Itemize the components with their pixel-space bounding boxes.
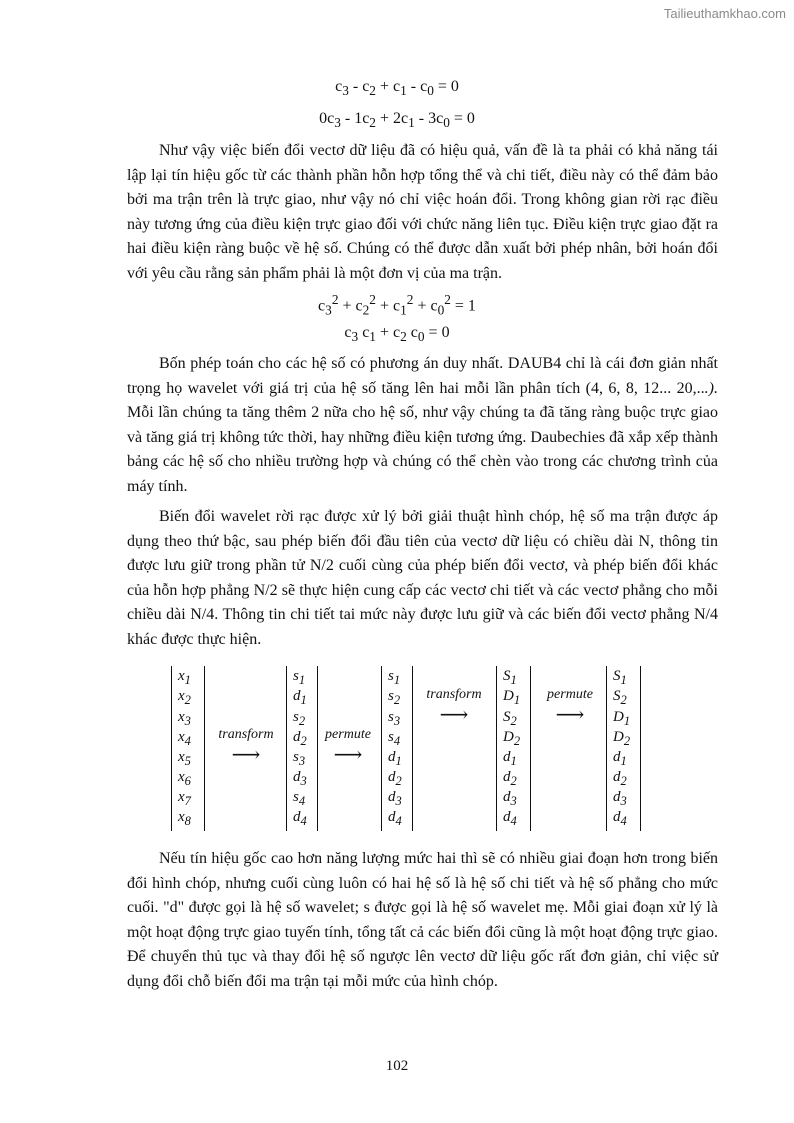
vector-element: $x_2$	[178, 688, 191, 708]
vector-element: $d_2$	[293, 728, 307, 748]
vector-element: $x_4$	[178, 728, 191, 748]
vector-input	[171, 666, 205, 831]
equation-2: $0c_3 - 1c_2 + 2c_1 - 3c_0 = 0$	[319, 110, 475, 131]
vector-element: $D_1$	[503, 688, 521, 708]
vector-stage-3	[496, 666, 531, 831]
operation-label: transform	[218, 727, 274, 742]
vector-element: $x_1$	[178, 668, 191, 688]
vector-element: $d_1$	[613, 748, 627, 768]
equation-1: $c_3 - c_2 + c_1 - c_0 = 0$	[335, 78, 459, 99]
vector-element: $S_1$	[503, 668, 517, 688]
operation-transform-1	[206, 727, 286, 765]
vector-output	[606, 666, 641, 831]
vector-element: $x_8$	[178, 809, 191, 829]
vector-element: $S_1$	[613, 668, 627, 688]
vector-element: $x_3$	[178, 708, 191, 728]
vector-element: $x_7$	[178, 789, 191, 809]
operation-label: transform	[426, 687, 482, 702]
vector-element: $d_4$	[388, 809, 402, 829]
vector-element: $d_4$	[503, 809, 517, 829]
paragraph-3: Biến đổi wavelet rời rạc được xử lý bởi giải thuật hình chóp, hệ số ma trận được áp dụng theo thứ bậc, sau phép biến đổi đầu tiên của vectơ dữ liệu có chiều dài N, thông tin được lưu giữ trong phần tử N/2 cuối cùng của phép biến đổi vectơ, và phép biến đổi khác của hỗn hợp phẳng N/2 sẽ thực hiện cung cấp các vectơ chi tiết và các vectơ phẳng cho mỗi chiều dài N/4. Thông tin chi tiết tai mức này được lưu giữ và các biến đổi vectơ phẳng N/4 khác được thực hiện.	[127, 508, 718, 648]
vector-element: $s_3$	[388, 708, 401, 728]
operation-label: permute	[547, 687, 593, 702]
paragraph-1: Như vậy việc biến đổi vectơ dữ liệu đã có hiệu quả, vấn đề là ta phải có khả năng tái lập lại tín hiệu gốc từ các thành phần hỗn hợp tổng thể và chi tiết, điều này có thể đảm bảo bởi ma trận trên là trực giao, như vậy nó chỉ việc hoán đổi. Trong không gian rời rạc điều này tương ứng của điều kiện trực giao đối với chức năng liên tục. Điều kiện trực giao đặt ra hai điều kiện ràng buộc về hệ số. Chúng có thể được dẫn xuất bởi phép nhân, bởi hoán đổi với yêu cầu rằng sản phẩm phải là một đơn vị của ma trận.	[127, 142, 718, 282]
vector-element: $D_2$	[503, 728, 521, 748]
vector-element: $s_4$	[293, 789, 306, 809]
operation-label: permute	[325, 727, 371, 742]
vector-stage-2	[381, 666, 413, 831]
vector-element: $d_4$	[613, 809, 627, 829]
vector-element: $d_2$	[503, 768, 517, 788]
vector-element: $s_2$	[293, 708, 306, 728]
vector-element: $d_3$	[503, 789, 517, 809]
vector-element: $s_4$	[388, 728, 401, 748]
page-number: 102	[385, 1058, 409, 1074]
vector-element: $D_2$	[613, 728, 631, 748]
vector-stage-1	[286, 666, 318, 831]
arrow-icon: ⟶	[555, 704, 585, 726]
vector-element: $d_3$	[388, 789, 402, 809]
equation-4: $c_3$ $c_1 + c_2$ $c_0 = 0$	[344, 324, 450, 345]
arrow-icon: ⟶	[439, 704, 469, 726]
vector-element: $d_1$	[293, 688, 307, 708]
vector-element: $d_1$	[388, 748, 402, 768]
vector-element: $D_1$	[613, 708, 631, 728]
vector-element: $S_2$	[613, 688, 627, 708]
operation-permute-2	[532, 687, 608, 725]
operation-permute-1	[316, 727, 380, 765]
vector-element: $s_1$	[388, 668, 401, 688]
vector-element: $d_2$	[388, 768, 402, 788]
paragraph-4: Nếu tín hiệu gốc cao hơn năng lượng mức hai thì sẽ có nhiều giai đoạn hơn trong biến đổi hình chóp, nhưng cuối cùng luôn có hai hệ số là hệ số chi tiết và hệ số phẳng cho mức cuối. "d" được gọi là hệ số wavelet; s được gọi là hệ số wavelet mẹ. Mỗi giai đoạn xử lý là một hoạt động trực giao tuyến tính, tổng tất cả các biến đổi cũng là một hoạt động trực giao. Để chuyển thủ tục và thay đổi hệ số ngược lên vectơ dữ liệu gốc rất đơn giản, chỉ việc sử dụng đổi chỗ biến đổi ma trận tại mỗi mức của hình chóp.	[127, 850, 718, 990]
arrow-icon: ⟶	[333, 744, 363, 766]
vector-element: $d_2$	[613, 768, 627, 788]
operation-transform-2	[413, 687, 495, 725]
watermark: Tailieuthamkhao.com	[663, 6, 786, 21]
vector-element: $s_1$	[293, 668, 306, 688]
arrow-icon: ⟶	[231, 744, 261, 766]
vector-element: $d_4$	[293, 809, 307, 829]
vector-element: $S_2$	[503, 708, 517, 728]
vector-element: $s_3$	[293, 748, 306, 768]
vector-element: $s_2$	[388, 688, 401, 708]
equation-3: $c_3^2 + c_2^2 + c_1^2 + c_0^2 = 1$	[318, 292, 476, 318]
vector-element: $d_1$	[503, 748, 517, 768]
paragraph-2: Bốn phép toán cho các hệ số có phương án duy nhất. DAUB4 chỉ là cái đơn giản nhất trọng họ wavelet với giá trị của hệ số tăng lên hai mỗi lần phân tích (4, 6, 8, 12... 20,...). Mỗi lần chúng ta tăng thêm 2 nữa cho hệ số, như vậy chúng ta đã tăng ràng buộc trực giao và tăng giá trị không tức thời, hay những điều kiện tương ứng. Daubechies đã xắp xếp thành bảng các hệ số cho nhiều trường hợp và chúng có thể chèn vào trong các chương trình của máy tính.	[127, 355, 718, 495]
vector-element: $d_3$	[293, 768, 307, 788]
vector-element: $x_6$	[178, 768, 191, 788]
vector-element: $x_5$	[178, 748, 191, 768]
vector-element: $d_3$	[613, 789, 627, 809]
